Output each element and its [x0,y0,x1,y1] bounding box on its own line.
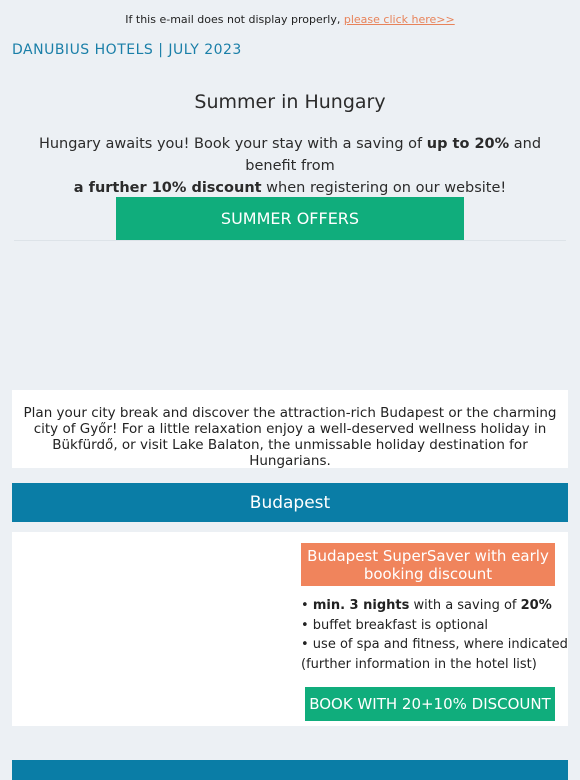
intro-part-1: Hungary awaits you! Book your stay with a saving of [38,136,427,152]
view-online-link[interactable]: please click here>> [343,13,455,26]
offer-title: Budapest SuperSaver with early booking discount [301,543,555,586]
section-divider [14,240,566,241]
offer-item-spa: • use of spa and fitness, where indicated [301,637,568,652]
offer-item-nights [301,596,563,616]
intro-part-2: and benefit from [245,136,542,174]
book-discount-button[interactable]: BOOK WITH 20+10% DISCOUNT [305,687,555,721]
offer-saving-text: with a saving of [409,598,521,613]
budapest-offer-card [12,532,568,726]
description-box [12,390,568,468]
newsletter-brand: DANUBIUS HOTELS | JULY 2023 [12,42,242,58]
description-text: Plan your city break and discover the attraction-rich Budapest or the charming city of Győr! For a little relaxation enjoy a well-deserved wellness holiday in Bükfürdő, or visit Lake Balaton, the unmissable holiday destination for Hungarians. [23,405,557,469]
offer-item-note: (further information in the hotel list) [301,656,537,672]
page-title: Summer in Hungary [194,91,386,113]
offer-nights: min. 3 nights [312,598,410,613]
intro-bold-2: a further 10% discount [73,180,262,196]
offer-saving-value: 20% [520,598,552,613]
offer-item-breakfast: • buffet breakfast is optional [301,617,489,633]
intro-part-3: when registering on our website! [261,180,507,196]
offer-details-list [301,596,568,674]
intro-bold-1: up to 20% [426,136,510,152]
next-section-header [12,760,568,780]
display-notice-text: If this e-mail does not display properly, [125,13,344,26]
budapest-section-header: Budapest [12,483,568,522]
intro-text [20,133,560,199]
summer-offers-button[interactable]: SUMMER OFFERS [116,197,464,240]
display-notice [0,13,580,26]
bullet: • [301,598,313,613]
